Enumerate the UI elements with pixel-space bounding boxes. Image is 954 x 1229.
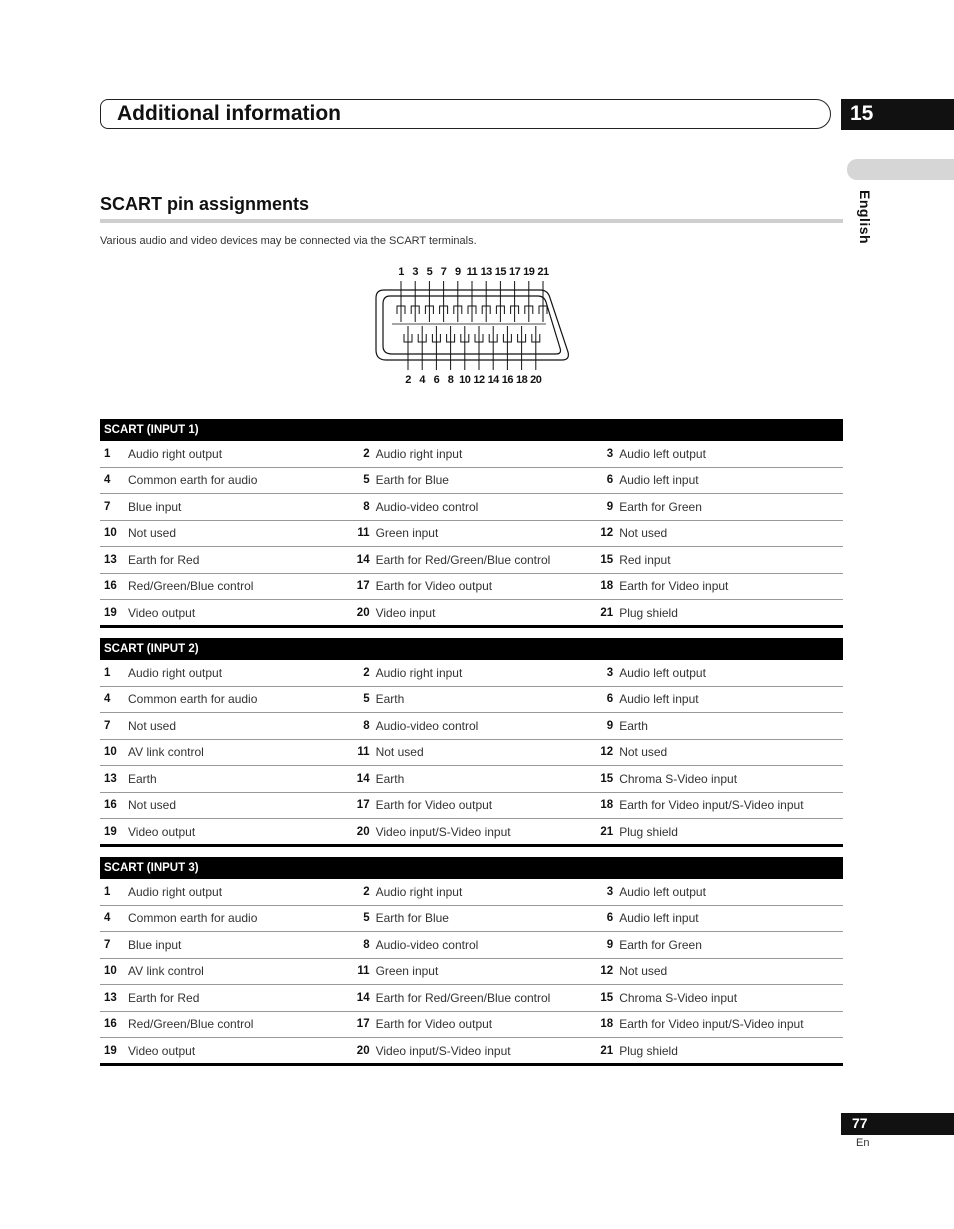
pin-description: Not used bbox=[619, 526, 668, 541]
pin-cell bbox=[348, 1044, 596, 1058]
pin-cell bbox=[595, 964, 843, 978]
table-title: SCART (INPUT 1) bbox=[100, 419, 843, 441]
pin-table bbox=[100, 638, 843, 847]
pin-cell bbox=[348, 745, 596, 759]
pin-label-top: 7 bbox=[440, 266, 447, 278]
pin-description: Earth for Video output bbox=[375, 1017, 493, 1032]
pin-cell bbox=[348, 991, 596, 1005]
table-row bbox=[100, 468, 843, 495]
pin-description: Chroma S-Video input bbox=[619, 771, 738, 786]
pin-cell bbox=[348, 473, 596, 487]
pin-description: Video output bbox=[128, 824, 196, 839]
pin-label-bottom: 18 bbox=[515, 374, 528, 386]
pin-label-bottom: 10 bbox=[459, 374, 471, 386]
pin-cell bbox=[595, 666, 843, 680]
table-row bbox=[100, 985, 843, 1012]
pin-description: Not used bbox=[128, 798, 177, 813]
pin-number: 18 bbox=[600, 1018, 614, 1031]
pin-number: 2 bbox=[363, 885, 370, 898]
pin-number: 8 bbox=[363, 938, 370, 951]
pin-number: 17 bbox=[356, 1018, 370, 1031]
table-row bbox=[100, 521, 843, 548]
pin-number: 20 bbox=[356, 606, 370, 619]
pin-cell bbox=[348, 666, 596, 680]
pin-number: 6 bbox=[606, 693, 614, 706]
pin-description: Audio right input bbox=[375, 884, 463, 899]
pin-description: Not used bbox=[619, 745, 668, 760]
table-row bbox=[100, 441, 843, 468]
chapter-number-box bbox=[841, 99, 954, 130]
pin-number: 2 bbox=[363, 666, 370, 679]
pin-table bbox=[100, 857, 843, 1066]
pin-number: 19 bbox=[104, 606, 117, 619]
pin-cell bbox=[595, 991, 843, 1005]
pin-label-bottom: 14 bbox=[487, 374, 499, 386]
pin-cell bbox=[100, 692, 348, 706]
pin-number: 6 bbox=[606, 912, 614, 925]
pin-description: AV link control bbox=[128, 745, 204, 760]
pin-cell bbox=[595, 447, 843, 461]
pin-cell bbox=[348, 526, 596, 540]
pin-description: Earth for Red bbox=[128, 990, 200, 1005]
pin-cell bbox=[595, 885, 843, 899]
pin-number: 12 bbox=[600, 965, 614, 978]
language-tab bbox=[847, 159, 954, 180]
table-row bbox=[100, 932, 843, 959]
pin-cell bbox=[595, 473, 843, 487]
pin-description: Earth for Blue bbox=[375, 911, 449, 926]
pin-description: Not used bbox=[128, 526, 177, 541]
pin-number: 16 bbox=[104, 1018, 117, 1031]
pin-number: 11 bbox=[357, 965, 370, 978]
pin-number: 7 bbox=[104, 500, 111, 513]
pin-description: Green input bbox=[375, 964, 439, 979]
pin-number: 19 bbox=[104, 825, 117, 838]
chapter-title: Additional information bbox=[117, 102, 341, 125]
pin-label-bottom: 20 bbox=[530, 374, 542, 386]
pin-description: Video input/S-Video input bbox=[375, 1043, 511, 1058]
pin-cell bbox=[348, 1017, 596, 1031]
table-row bbox=[100, 1038, 843, 1066]
pin-description: Earth for Green bbox=[619, 499, 702, 514]
section-title: SCART pin assignments bbox=[100, 194, 310, 214]
pin-description: Video input/S-Video input bbox=[375, 824, 511, 839]
pin-number: 6 bbox=[606, 474, 614, 487]
pin-number: 9 bbox=[606, 938, 614, 951]
pin-description: Not used bbox=[375, 745, 424, 760]
pin-number: 4 bbox=[104, 693, 111, 706]
pin-description: Earth for Blue bbox=[375, 473, 449, 488]
pin-cell bbox=[100, 1044, 348, 1058]
pin-label-top: 9 bbox=[454, 266, 461, 278]
pin-description: Video output bbox=[128, 605, 196, 620]
pin-cell bbox=[100, 964, 348, 978]
pin-cell bbox=[348, 911, 596, 925]
pin-number: 4 bbox=[104, 474, 111, 487]
pin-description: Not used bbox=[619, 964, 668, 979]
intro-text: Various audio and video devices may be connected via the SCART terminals. bbox=[100, 235, 477, 247]
pin-number: 7 bbox=[104, 719, 111, 732]
scart-connector-diagram bbox=[370, 262, 580, 387]
pin-cell bbox=[100, 526, 348, 540]
pin-description: Earth for Video input bbox=[619, 579, 729, 594]
pin-description: Blue input bbox=[128, 499, 182, 514]
pin-description: Earth for Red/Green/Blue control bbox=[375, 990, 551, 1005]
pin-number: 14 bbox=[356, 553, 370, 566]
pin-number: 21 bbox=[600, 606, 614, 619]
pin-number: 15 bbox=[600, 772, 614, 785]
pin-description: Common earth for audio bbox=[128, 473, 258, 488]
table-row bbox=[100, 819, 843, 847]
pin-description: Red/Green/Blue control bbox=[128, 1017, 254, 1032]
pin-number: 8 bbox=[363, 500, 370, 513]
table-row bbox=[100, 600, 843, 628]
table-row bbox=[100, 660, 843, 687]
table-row bbox=[100, 766, 843, 793]
pin-number: 1 bbox=[104, 885, 111, 898]
pin-number: 10 bbox=[104, 746, 117, 759]
pin-label-bottom: 12 bbox=[473, 374, 485, 386]
pin-label-top: 5 bbox=[426, 266, 433, 278]
pin-cell bbox=[595, 745, 843, 759]
page-number: 77 bbox=[852, 1115, 868, 1131]
pin-cell bbox=[348, 964, 596, 978]
pin-label-top: 1 bbox=[398, 266, 404, 278]
language-label: English bbox=[857, 190, 873, 245]
pin-description: Earth bbox=[375, 771, 405, 786]
pin-cell bbox=[100, 825, 348, 839]
pin-cell bbox=[348, 772, 596, 786]
pin-description: Audio right output bbox=[128, 884, 223, 899]
pin-number: 11 bbox=[357, 527, 370, 540]
pin-label-top: 15 bbox=[494, 266, 507, 278]
pin-cell bbox=[595, 825, 843, 839]
pin-number: 21 bbox=[600, 825, 614, 838]
pin-description: Earth for Red/Green/Blue control bbox=[375, 552, 551, 567]
pin-cell bbox=[100, 606, 348, 620]
pin-cell bbox=[595, 1017, 843, 1031]
section-divider bbox=[100, 219, 843, 223]
pin-description: Audio left input bbox=[619, 692, 699, 707]
pin-cell bbox=[348, 798, 596, 812]
pin-label-bottom: 8 bbox=[447, 374, 454, 386]
pin-number: 16 bbox=[104, 580, 117, 593]
pin-cell bbox=[100, 885, 348, 899]
chapter-number: 15 bbox=[850, 102, 874, 125]
pin-description: Audio left input bbox=[619, 473, 699, 488]
pin-cell bbox=[348, 692, 596, 706]
pin-number: 16 bbox=[104, 799, 117, 812]
pin-cell bbox=[348, 553, 596, 567]
pin-number: 1 bbox=[104, 666, 111, 679]
pin-cell bbox=[100, 553, 348, 567]
pin-cell bbox=[100, 447, 348, 461]
pin-label-bottom: 2 bbox=[405, 374, 411, 386]
pin-cell bbox=[595, 938, 843, 952]
pin-number: 15 bbox=[600, 553, 614, 566]
page-number-box bbox=[841, 1113, 954, 1135]
table-row bbox=[100, 687, 843, 714]
pin-cell bbox=[348, 579, 596, 593]
pin-number: 5 bbox=[363, 912, 370, 925]
pin-description: Earth for Video input/S-Video input bbox=[619, 1017, 804, 1032]
pin-description: Red input bbox=[619, 552, 671, 567]
pin-number: 9 bbox=[606, 719, 614, 732]
table-row bbox=[100, 906, 843, 933]
pin-number: 17 bbox=[356, 799, 370, 812]
pin-label-top: 17 bbox=[508, 266, 521, 278]
pin-number: 21 bbox=[600, 1044, 614, 1057]
pin-cell bbox=[100, 745, 348, 759]
pin-description: Audio-video control bbox=[375, 499, 479, 514]
pin-label-top: 11 bbox=[466, 266, 478, 278]
pin-description: Red/Green/Blue control bbox=[128, 579, 254, 594]
pin-description: Video output bbox=[128, 1043, 196, 1058]
table-row bbox=[100, 494, 843, 521]
pin-description: Chroma S-Video input bbox=[619, 990, 738, 1005]
pin-number: 13 bbox=[104, 991, 117, 1004]
pin-cell bbox=[595, 772, 843, 786]
pin-number: 14 bbox=[356, 991, 370, 1004]
pin-number: 5 bbox=[363, 693, 370, 706]
pin-description: Plug shield bbox=[619, 824, 678, 839]
pin-number: 2 bbox=[363, 447, 370, 460]
pin-cell bbox=[348, 719, 596, 733]
table-title: SCART (INPUT 2) bbox=[100, 638, 843, 660]
pin-number: 11 bbox=[357, 746, 370, 759]
pin-cell bbox=[100, 500, 348, 514]
pin-cell bbox=[100, 911, 348, 925]
pin-cell bbox=[348, 825, 596, 839]
pin-cell bbox=[100, 719, 348, 733]
pin-description: Audio left output bbox=[619, 446, 706, 461]
pin-description: Audio left output bbox=[619, 665, 706, 680]
pin-label-bottom: 16 bbox=[501, 374, 514, 386]
pin-description: Audio left input bbox=[619, 911, 699, 926]
pin-cell bbox=[595, 1044, 843, 1058]
pin-label-top: 19 bbox=[523, 266, 535, 278]
pin-description: Earth for Red bbox=[128, 552, 200, 567]
pin-cell bbox=[595, 798, 843, 812]
pin-number: 5 bbox=[363, 474, 370, 487]
pin-number: 10 bbox=[104, 965, 117, 978]
pin-number: 18 bbox=[600, 799, 614, 812]
pin-cell bbox=[595, 500, 843, 514]
pin-number: 3 bbox=[606, 447, 614, 460]
table-row bbox=[100, 793, 843, 820]
pin-number: 13 bbox=[104, 772, 117, 785]
pin-cell bbox=[595, 719, 843, 733]
pin-number: 14 bbox=[356, 772, 370, 785]
pin-cell bbox=[348, 447, 596, 461]
pin-description: Audio left output bbox=[619, 884, 706, 899]
pin-cell bbox=[595, 553, 843, 567]
chapter-header-bar bbox=[100, 99, 831, 129]
pin-description: Earth for Video output bbox=[375, 798, 493, 813]
pin-number: 15 bbox=[600, 991, 614, 1004]
pin-cell bbox=[595, 911, 843, 925]
pin-cell bbox=[348, 606, 596, 620]
pin-description: Earth bbox=[375, 692, 405, 707]
pin-description: Plug shield bbox=[619, 1043, 678, 1058]
pin-number: 12 bbox=[600, 527, 614, 540]
table-row bbox=[100, 740, 843, 767]
table-row bbox=[100, 547, 843, 574]
pin-cell bbox=[595, 692, 843, 706]
pin-cell bbox=[100, 1017, 348, 1031]
pin-description: Common earth for audio bbox=[128, 911, 258, 926]
pin-cell bbox=[100, 772, 348, 786]
pin-description: Blue input bbox=[128, 937, 182, 952]
pin-cell bbox=[595, 526, 843, 540]
pin-cell bbox=[348, 500, 596, 514]
table-row bbox=[100, 879, 843, 906]
pin-description: Earth for Video input/S-Video input bbox=[619, 798, 804, 813]
pin-number: 9 bbox=[606, 500, 614, 513]
pin-description: Plug shield bbox=[619, 605, 678, 620]
pin-description: Earth for Green bbox=[619, 937, 702, 952]
pin-description: Audio right output bbox=[128, 446, 223, 461]
pin-cell bbox=[100, 579, 348, 593]
pin-label-top: 3 bbox=[412, 266, 419, 278]
pin-description: Video input bbox=[375, 605, 436, 620]
pin-number: 19 bbox=[104, 1044, 117, 1057]
pin-number: 18 bbox=[600, 580, 614, 593]
pin-number: 20 bbox=[356, 1044, 370, 1057]
pin-number: 1 bbox=[104, 447, 111, 460]
table-row bbox=[100, 713, 843, 740]
pin-cell bbox=[100, 798, 348, 812]
pin-label-top: 13 bbox=[480, 266, 492, 278]
pin-description: AV link control bbox=[128, 964, 204, 979]
pin-description: Green input bbox=[375, 526, 439, 541]
pin-cell bbox=[348, 938, 596, 952]
table-row bbox=[100, 1012, 843, 1039]
pin-cell bbox=[100, 991, 348, 1005]
table-row bbox=[100, 574, 843, 601]
pin-number: 20 bbox=[356, 825, 370, 838]
pin-table bbox=[100, 419, 843, 628]
table-row bbox=[100, 959, 843, 986]
pin-label-bottom: 6 bbox=[433, 374, 440, 386]
pin-number: 10 bbox=[104, 527, 117, 540]
pin-number: 8 bbox=[363, 719, 370, 732]
pin-description: Common earth for audio bbox=[128, 692, 258, 707]
pin-number: 4 bbox=[104, 912, 111, 925]
pin-cell bbox=[595, 579, 843, 593]
pin-description: Earth bbox=[619, 718, 648, 733]
pin-number: 3 bbox=[606, 666, 614, 679]
table-title: SCART (INPUT 3) bbox=[100, 857, 843, 879]
pin-label-bottom: 4 bbox=[419, 374, 426, 386]
pin-description: Audio-video control bbox=[375, 718, 479, 733]
pin-cell bbox=[100, 666, 348, 680]
pin-number: 3 bbox=[606, 885, 614, 898]
pin-description: Audio-video control bbox=[375, 937, 479, 952]
pin-number: 17 bbox=[356, 580, 370, 593]
pin-cell bbox=[348, 885, 596, 899]
pin-description: Earth for Video output bbox=[375, 579, 493, 594]
pin-description: Audio right input bbox=[375, 665, 463, 680]
pin-description: Earth bbox=[128, 771, 157, 786]
pin-description: Not used bbox=[128, 718, 177, 733]
pin-label-top: 21 bbox=[537, 266, 549, 278]
pin-cell bbox=[595, 606, 843, 620]
pin-number: 7 bbox=[104, 938, 111, 951]
pin-description: Audio right output bbox=[128, 665, 223, 680]
page-language: En bbox=[856, 1137, 870, 1149]
pin-cell bbox=[100, 938, 348, 952]
pin-number: 13 bbox=[104, 553, 117, 566]
pin-number: 12 bbox=[600, 746, 614, 759]
pin-description: Audio right input bbox=[375, 446, 463, 461]
pin-cell bbox=[100, 473, 348, 487]
